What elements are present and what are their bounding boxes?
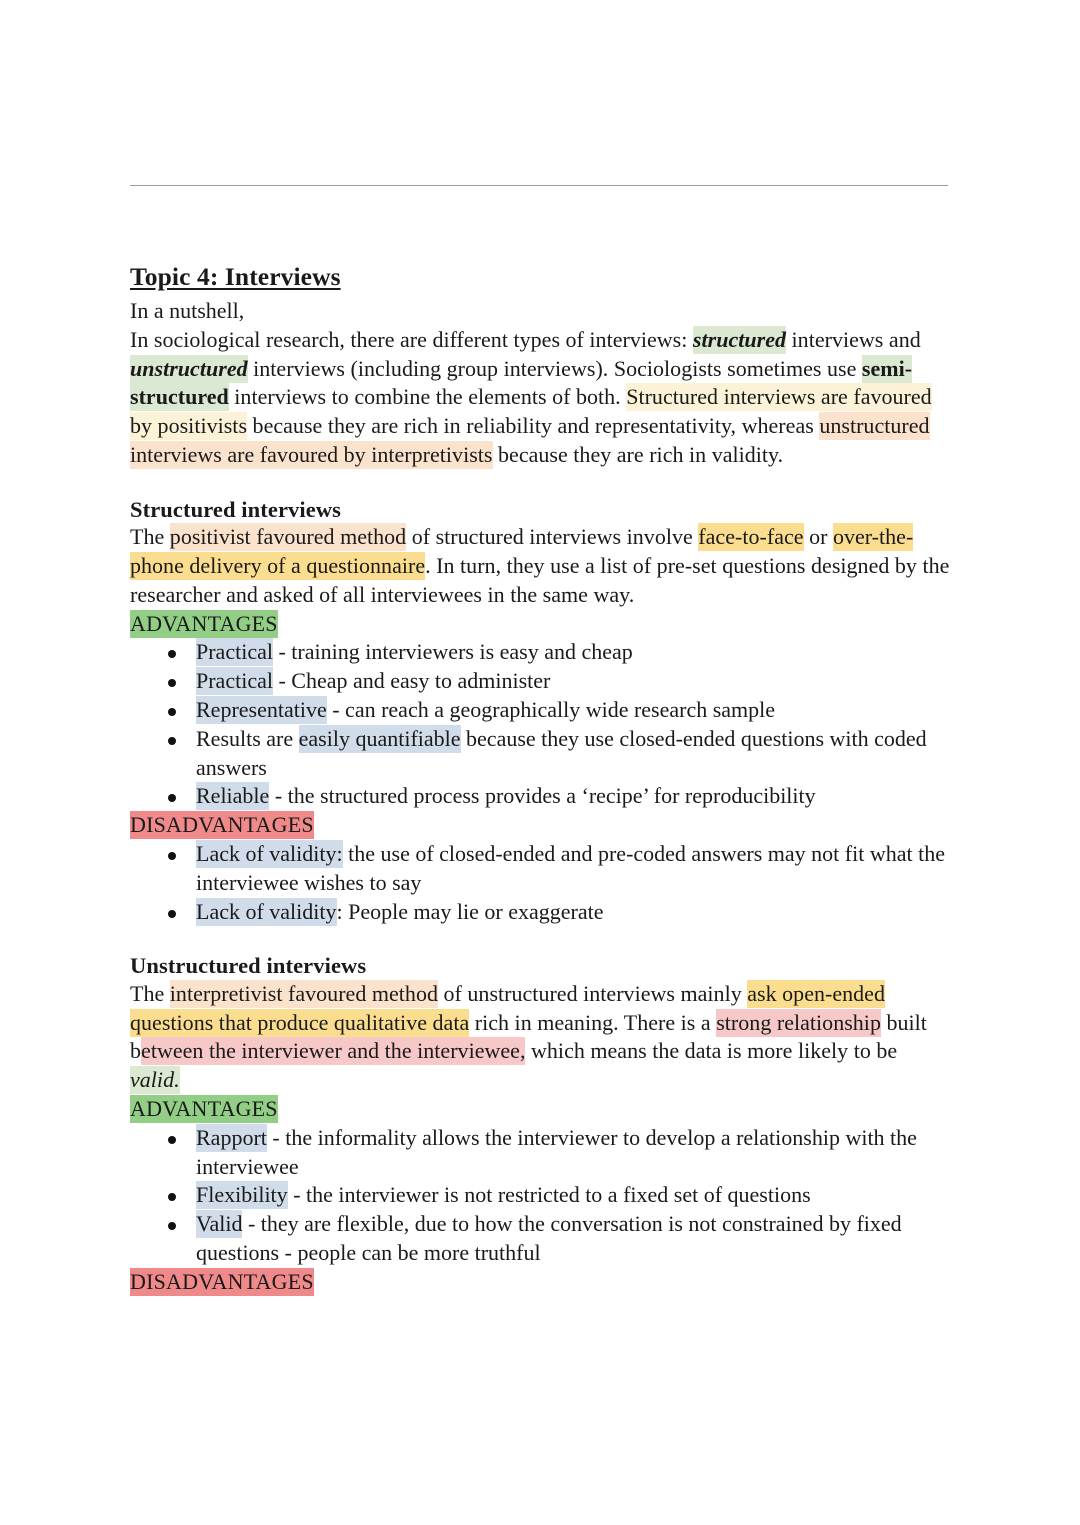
unstructured-highlight-strong-relationship: strong relationship <box>716 1009 881 1035</box>
unstructured-text-4: built b <box>130 1009 927 1064</box>
document-content <box>130 262 950 1297</box>
intro-paragraph <box>130 326 950 470</box>
bullet-text: - the structured process provides a ‘recipe’ for reproducibility <box>269 783 816 809</box>
bullet-keyword: Lack of validity: <box>196 841 343 867</box>
list-item <box>130 725 950 783</box>
unstructured-text-2: of unstructured interviews mainly <box>438 980 748 1006</box>
structured-highlight-questionnaire: over-the-phone delivery of a questionnaire <box>130 524 914 579</box>
bullet-keyword: Flexibility <box>196 1182 288 1208</box>
section-spacer <box>130 470 950 496</box>
structured-disadvantages-label-line <box>130 811 950 840</box>
list-item <box>130 782 950 811</box>
intro-highlight-interpretivists: unstructured interviews are favoured by interpretivists <box>130 413 930 468</box>
structured-advantages-label: ADVANTAGES <box>130 610 278 636</box>
section-spacer <box>130 926 950 952</box>
bullet-keyword: Practical <box>196 639 273 665</box>
structured-highlight-face-to-face: face-to-face <box>698 524 804 550</box>
unstructured-text-1: The <box>130 980 170 1006</box>
structured-advantages-list <box>130 638 950 811</box>
unstructured-paragraph <box>130 980 950 1095</box>
structured-highlight-positivist-method: positivist favoured method <box>169 524 407 550</box>
bullet-keyword: Representative <box>196 697 327 723</box>
bullet-keyword: Practical <box>196 668 273 694</box>
list-item <box>130 1124 950 1182</box>
bullet-keyword: Reliable <box>196 783 270 809</box>
intro-text-1: In sociological research, there are different types of interviews: <box>130 326 693 352</box>
bullet-keyword: easily quantifiable <box>298 725 461 751</box>
heading-unstructured-interviews: Unstructured interviews <box>130 953 367 979</box>
intro-text-5: because they are rich in reliability and representativity, whereas <box>247 413 820 439</box>
structured-advantages-label-line <box>130 610 950 639</box>
structured-text-3: or <box>803 524 833 550</box>
bullet-text: - they are flexible, due to how the conversation is not constrained by fixed questions - people can be more truthful <box>196 1211 902 1266</box>
heading-structured-interviews: Structured interviews <box>130 496 342 522</box>
structured-disadvantages-list <box>130 840 950 926</box>
unstructured-highlight-interpretivist-method: interpretivist favoured method <box>169 980 438 1006</box>
intro-highlight-semi-structured: semi-structured <box>130 355 913 410</box>
unstructured-highlight-valid: valid. <box>130 1067 180 1093</box>
intro-highlight-unstructured: unstructured <box>130 355 248 381</box>
bullet-text: - the informality allows the interviewer to develop a relationship with the interviewee <box>196 1124 917 1179</box>
structured-text-2: of structured interviews involve <box>406 524 699 550</box>
intro-text-2: interviews and <box>786 326 921 352</box>
unstructured-disadvantages-label: DISADVANTAGES <box>130 1268 314 1294</box>
list-item <box>130 696 950 725</box>
intro-text-6: because they are rich in validity. <box>492 442 784 468</box>
bullet-keyword: Rapport <box>196 1124 267 1150</box>
unstructured-advantages-list <box>130 1124 950 1268</box>
structured-text-4: . In turn, they use a list of pre-set questions designed by the researcher and asked of all interviewees in the same way. <box>130 553 950 607</box>
intro-highlight-structured: structured <box>692 326 787 352</box>
bullet-text: : People may lie or exaggerate <box>336 898 604 924</box>
list-item <box>130 638 950 667</box>
unstructured-advantages-label-line <box>130 1095 950 1124</box>
list-item <box>130 898 950 927</box>
intro-text-3: interviews (including group interviews). Sociologists sometimes use <box>247 355 862 381</box>
unstructured-disadvantages-label-line <box>130 1268 950 1297</box>
header-horizontal-rule <box>130 185 948 186</box>
list-item <box>130 1181 950 1210</box>
unstructured-highlight-open-ended-questions: ask open-ended questions that produce qualitative data <box>130 980 885 1035</box>
intro-highlight-positivists: Structured interviews are favoured by positivists <box>130 384 932 439</box>
unstructured-highlight-interviewer-interviewee: etween the interviewer and the interviewee, <box>141 1038 526 1064</box>
unstructured-text-5: which means the data is more likely to be <box>525 1038 898 1064</box>
bullet-text: - training interviewers is easy and cheap <box>272 639 633 665</box>
structured-text-1: The <box>130 524 170 550</box>
structured-paragraph <box>130 523 950 609</box>
intro-text-4: interviews to combine the elements of both. <box>228 384 627 410</box>
list-item <box>130 667 950 696</box>
list-item <box>130 1210 950 1268</box>
bullet-text: because they use closed-ended questions with coded answers <box>196 725 927 780</box>
tagline: In a nutshell, <box>130 298 245 324</box>
bullet-lead-text: Results are <box>196 725 299 751</box>
bullet-text: - the interviewer is not restricted to a fixed set of questions <box>287 1182 811 1208</box>
bullet-keyword: Lack of validity <box>196 898 337 924</box>
bullet-text: the use of closed-ended and pre-coded answers may not fit what the interviewee wishes to say <box>196 841 945 895</box>
unstructured-advantages-label: ADVANTAGES <box>130 1096 278 1122</box>
structured-disadvantages-label: DISADVANTAGES <box>130 812 314 838</box>
bullet-text: - can reach a geographically wide research sample <box>326 697 776 723</box>
unstructured-text-3: rich in meaning. There is a <box>469 1009 717 1035</box>
list-item <box>130 840 950 898</box>
bullet-keyword: Valid <box>196 1211 243 1237</box>
page-title: Topic 4: Interviews <box>130 262 341 291</box>
bullet-text: - Cheap and easy to administer <box>272 668 551 694</box>
